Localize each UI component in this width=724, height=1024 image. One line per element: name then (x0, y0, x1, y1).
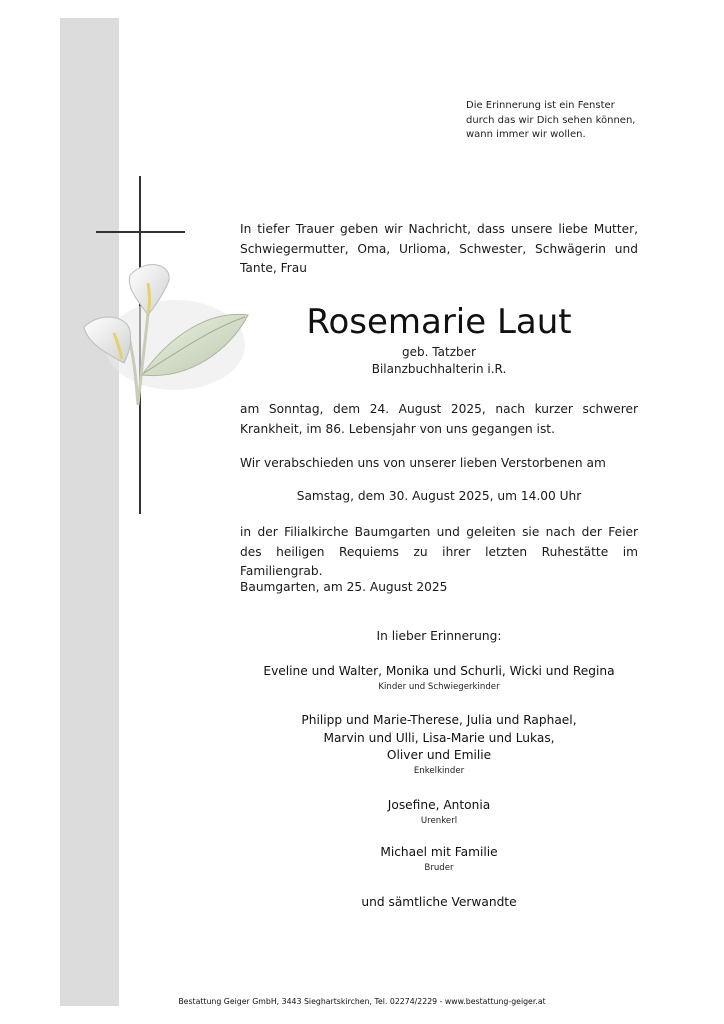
mourner-relation: Enkelkinder (413, 765, 465, 776)
mourner-names: Oliver und Emilie (386, 748, 492, 762)
mourner-relation: Bruder (424, 862, 454, 873)
mourner-group (240, 844, 638, 874)
mourner-names: Josefine, Antonia (387, 798, 491, 812)
quote-line: Die Erinnerung ist ein Fenster (466, 100, 615, 111)
intro-paragraph: In tiefer Trauer geben wir Nachricht, dass unsere liebe Mutter, Schwiegermutter, Oma, Urlioma, Schwester, Schwägerin und Tante, Frau (240, 222, 638, 275)
relatives-line (240, 894, 638, 912)
birth-name: geb. Tatzber (402, 345, 476, 359)
mourner-group (240, 797, 638, 827)
mourner-names: Philipp und Marie-Therese, Julia und Raphael, (301, 713, 577, 727)
deceased-name: Rosemarie Laut (306, 302, 572, 342)
farewell-intro: Wir verabschieden uns von unserer lieben Verstorbenen am (240, 456, 606, 470)
funeral-details: in der Filialkirche Baumgarten und geleiten sie nach der Feier des heiligen Requiems zu ihrer letzten Ruhestätte im Familiengrab. (240, 525, 638, 578)
mourner-names: Marvin und Ulli, Lisa-Marie und Lukas, (323, 730, 555, 745)
memorial-quote (466, 99, 635, 143)
quote-line: durch das wir Dich sehen können, (466, 114, 636, 126)
profession: Bilanzbuchhalterin i.R. (371, 362, 507, 376)
quote-line: wann immer wir wollen. (466, 129, 586, 140)
mourner-names: Michael mit Familie (380, 845, 498, 859)
mourner-group (240, 712, 638, 777)
deceased-details (240, 344, 638, 378)
remembrance-heading: In lieber Erinnerung: (376, 629, 502, 643)
funeral-date: Samstag, dem 30. August 2025, um 14.00 Uhr (296, 489, 582, 503)
calla-lily-icon (80, 255, 250, 410)
place-date: Baumgarten, am 25. August 2025 (240, 580, 448, 594)
decorative-side-bar (60, 18, 119, 1006)
mourner-relation: Urenkerl (420, 815, 458, 826)
relatives-text: und sämtliche Verwandte (361, 895, 517, 909)
footer-funeral-home: Bestattung Geiger GmbH, 3443 Sieghartskirchen, Tel. 02274/2229 - www.bestattung-geiger.at (178, 997, 546, 1006)
mourner-relation: Kinder und Schwiegerkinder (378, 681, 500, 692)
cross-horizontal-beam (96, 231, 185, 233)
mourner-group (240, 663, 638, 693)
death-notice: am Sonntag, dem 24. August 2025, nach kurzer schwerer Krankheit, im 86. Lebensjahr von uns gegangen ist. (240, 402, 638, 436)
mourner-names: Eveline und Walter, Monika und Schurli, Wicki und Regina (263, 664, 615, 678)
